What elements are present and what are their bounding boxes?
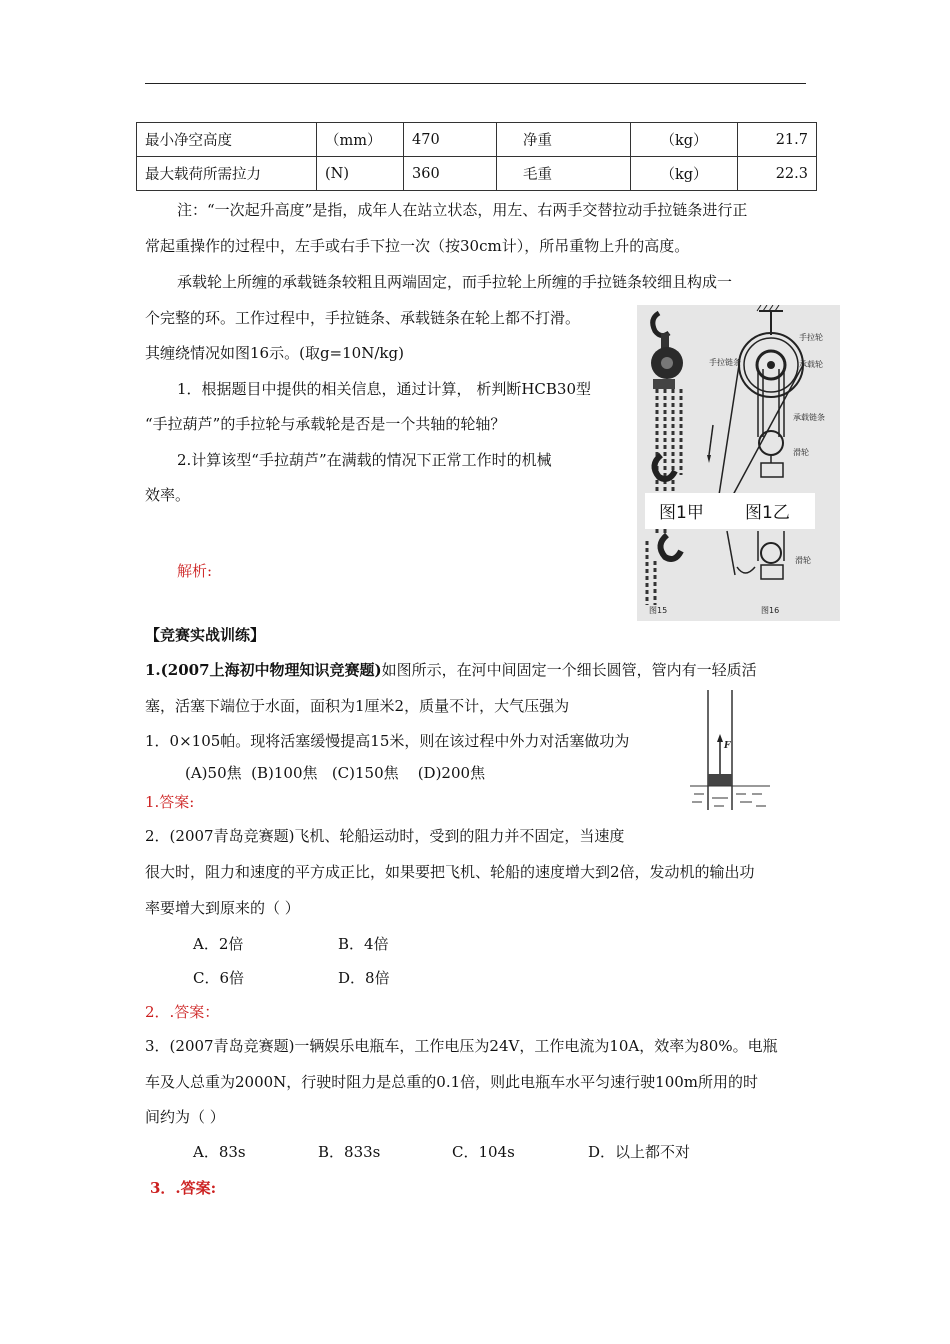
piston-figure (690, 690, 770, 810)
figure-label: 手拉轮 (799, 333, 823, 342)
question-3-line: 车及人总重为2000N，行驶时阻力是总重的0.1倍，则此电瓶车水平匀速行驶100m所用的时 (145, 1073, 759, 1091)
table-cell: 最小净空高度 (137, 123, 317, 157)
question-1-options: (A)50焦 (B)100焦 (C)150焦 (D)200焦 (185, 764, 486, 782)
question-2-line: 率要增大到原来的（ ） (145, 899, 300, 917)
option-a: A．2倍 (193, 935, 244, 953)
figure-label-jia: 图1甲 (659, 503, 704, 523)
figure-label-yi: 图1乙 (745, 503, 790, 523)
figure-label: 滑轮 (795, 556, 811, 565)
option-d: D．以上都不对 (588, 1143, 691, 1161)
question-1-line: 1．0×105帕。现将活塞缓慢提高15米，则在该过程中外力对活塞做功为 (145, 732, 630, 750)
table-cell: 毛重 (497, 157, 631, 191)
question-line: 1．根据题目中提供的相关信息，通过计算， 析判断HCB30型 (177, 380, 591, 398)
figure-label: 手拉链条 (709, 358, 741, 367)
question-3-line: 3．(2007青岛竞赛题)一辆娱乐电瓶车，工作电压为24V，工作电流为10A，效率为80%。电瓶 (145, 1037, 778, 1055)
top-rule (145, 83, 806, 84)
table-cell: （kg） (631, 123, 738, 157)
paragraph-line: 个完整的环。工作过程中，手拉链条、承载链条在轮上都不打滑。 (145, 309, 581, 327)
force-label: F (724, 741, 731, 751)
note-line: 常起重操作的过程中，左手或右手下拉一次（按30cm计），所吊重物上升的高度。 (145, 237, 690, 255)
option-d: D．8倍 (338, 969, 390, 987)
table-cell: 净重 (497, 123, 631, 157)
question-2-line: 2．(2007青岛竞赛题)飞机、轮船运动时，受到的阻力并不固定，当速度 (145, 827, 625, 845)
analysis-label: 解析: (177, 562, 213, 580)
figure-label: 承载链条 (793, 413, 825, 422)
question-1-line: 塞，活塞下端位于水面，面积为1厘米2，质量不计，大气压强为 (145, 697, 570, 715)
table-cell: （mm） (317, 123, 404, 157)
question-line: “手拉葫芦”的手拉轮与承载轮是否是一个共轴的轮轴？ (145, 415, 506, 433)
question-line: 2.计算该型“手拉葫芦”在满载的情况下正常工作时的机械 (177, 451, 552, 469)
question-3-line: 间约为（ ） (145, 1108, 225, 1126)
figure-label: 滑轮 (793, 448, 809, 457)
table-cell: 21.7 (738, 123, 817, 157)
paragraph-line: 承载轮上所缠的承载链条较粗且两端固定，而手拉轮上所缠的手拉链条较细且构成一 (177, 273, 733, 291)
option-b: B．833s (318, 1143, 381, 1161)
section-title: 【竞赛实战训练】 (145, 626, 266, 644)
question-1-line (145, 660, 757, 680)
table-row (137, 123, 817, 157)
option-c: C．104s (452, 1143, 515, 1161)
paragraph-line: 其缠绕情况如图16示。(取g=10N/kg) (145, 344, 404, 362)
figure-caption: 图16 (761, 606, 780, 615)
question-1-source: 1.(2007上海初中物理知识竞赛题) (145, 661, 382, 679)
spec-table (136, 122, 817, 191)
answer-1: 1.答案: (145, 793, 195, 811)
table-cell: （kg） (631, 157, 738, 191)
table-cell: 22.3 (738, 157, 817, 191)
question-1-text: 如图所示，在河中间固定一个细长圆管，管内有一轻质活 (381, 661, 757, 679)
option-a: A．83s (193, 1143, 246, 1161)
question-2-line: 很大时，阻力和速度的平方成正比，如果要把飞机、轮船的速度增大到2倍，发动机的输出功 (145, 863, 755, 881)
table-cell: (N) (317, 157, 404, 191)
answer-2: 2．.答案： (145, 1003, 220, 1021)
table-cell: 360 (404, 157, 497, 191)
option-b: B．4倍 (338, 935, 389, 953)
piston-diagram (690, 690, 770, 810)
table-cell: 470 (404, 123, 497, 157)
option-c: C．6倍 (193, 969, 245, 987)
hoist-diagram (637, 305, 840, 621)
table-cell: 最大载荷所需拉力 (137, 157, 317, 191)
figure-caption: 图15 (649, 606, 668, 615)
question-line: 效率。 (145, 486, 191, 504)
answer-3: 3．.答案: (150, 1179, 217, 1197)
note-line: 注：“一次起升高度”是指，成年人在站立状态，用左、右两手交替拉动手拉链条进行正 (177, 201, 748, 219)
table-row (137, 157, 817, 191)
figure-label: 承载轮 (799, 360, 823, 369)
hoist-figure (637, 305, 840, 621)
